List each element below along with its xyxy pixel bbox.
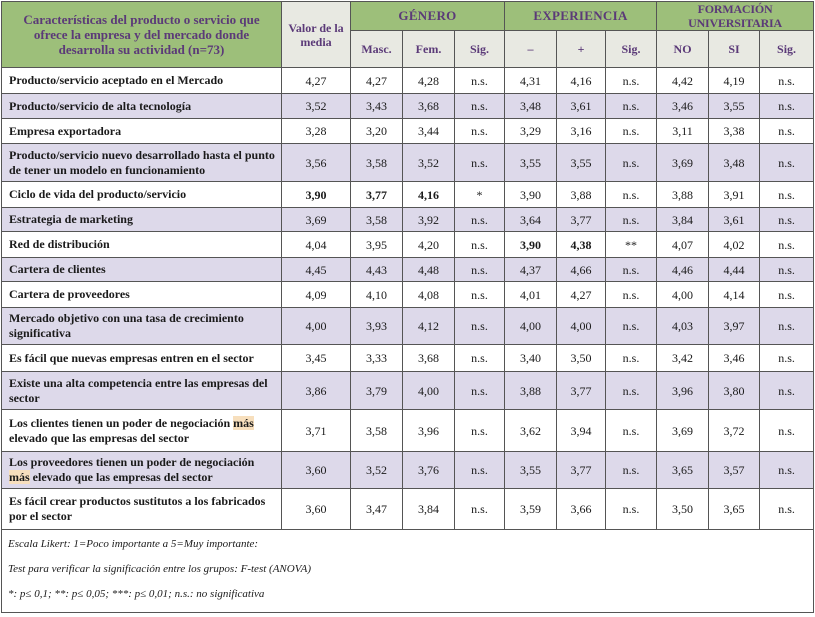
cell-mean: 4,27 (282, 68, 351, 94)
cell-si: 4,02 (709, 232, 760, 258)
row-label: Cartera de proveedores (2, 282, 282, 308)
cell-mean: 3,56 (282, 144, 351, 182)
cell-sig-experiencia: n.s. (606, 410, 657, 452)
cell-plus: 4,16 (557, 68, 606, 94)
cell-si: 3,65 (709, 489, 760, 530)
sub-header-sig-formacion: Sig. (760, 31, 814, 68)
row-label-start: Los proveedores tienen un poder de negociación (9, 455, 255, 469)
cell-sig-formacion: n.s. (760, 208, 814, 232)
cell-mean: 3,69 (282, 208, 351, 232)
cell-sig-formacion: n.s. (760, 68, 814, 94)
cell-si: 3,97 (709, 308, 760, 345)
cell-minus: 3,62 (505, 410, 557, 452)
cell-fem: 4,12 (403, 308, 455, 345)
cell-mean: 3,71 (282, 410, 351, 452)
cell-sig-formacion: n.s. (760, 94, 814, 119)
cell-sig-formacion: n.s. (760, 489, 814, 530)
cell-si: 3,91 (709, 182, 760, 208)
cell-fem: 4,00 (403, 372, 455, 410)
cell-minus: 4,37 (505, 258, 557, 282)
sub-header-sig-genero: Sig. (455, 31, 505, 68)
cell-sig-experiencia: n.s. (606, 258, 657, 282)
cell-fem: 3,96 (403, 410, 455, 452)
cell-sig-formacion: n.s. (760, 410, 814, 452)
cell-minus: 3,40 (505, 345, 557, 372)
cell-sig-genero: n.s. (455, 208, 505, 232)
footnote-test: Test para verificar la significación entre los grupos: F-test (ANOVA) (8, 563, 311, 575)
cell-plus: 3,77 (557, 452, 606, 489)
cell-si: 3,57 (709, 452, 760, 489)
cell-masc: 3,93 (351, 308, 403, 345)
row-label-end: elevado que las empresas del sector (29, 470, 213, 484)
cell-sig-genero: n.s. (455, 94, 505, 119)
cell-sig-genero: n.s. (455, 372, 505, 410)
cell-plus: 4,66 (557, 258, 606, 282)
cell-sig-genero: n.s. (455, 452, 505, 489)
cell-sig-genero: n.s. (455, 489, 505, 530)
cell-sig-genero: n.s. (455, 119, 505, 144)
table-row (2, 452, 814, 489)
cell-minus: 3,55 (505, 452, 557, 489)
cell-no: 3,65 (657, 452, 709, 489)
row-label: Estrategia de marketing (2, 208, 282, 232)
cell-fem: 4,28 (403, 68, 455, 94)
table-row (2, 372, 814, 410)
cell-fem: 3,76 (403, 452, 455, 489)
cell-sig-formacion: n.s. (760, 372, 814, 410)
sub-header-plus: + (557, 31, 606, 68)
results-table (1, 1, 814, 613)
cell-mean: 3,90 (282, 182, 351, 208)
sub-header-si: SI (709, 31, 760, 68)
cell-plus: 3,77 (557, 208, 606, 232)
row-label: Es fácil que nuevas empresas entren en el sector (2, 345, 282, 372)
cell-no: 3,42 (657, 345, 709, 372)
sub-header-sig-experiencia: Sig. (606, 31, 657, 68)
footnote-scale: Escala Likert: 1=Poco importante a 5=Muy importante: (8, 538, 259, 550)
cell-sig-formacion: n.s. (760, 182, 814, 208)
cell-no: 3,69 (657, 410, 709, 452)
cell-minus: 3,88 (505, 372, 557, 410)
cell-sig-genero: n.s. (455, 345, 505, 372)
cell-fem: 4,20 (403, 232, 455, 258)
footnotes-row (2, 530, 814, 613)
cell-masc: 4,27 (351, 68, 403, 94)
row-label: Ciclo de vida del producto/servicio (2, 182, 282, 208)
table-row (2, 308, 814, 345)
cell-plus: 4,00 (557, 308, 606, 345)
cell-plus: 3,94 (557, 410, 606, 452)
cell-si: 3,38 (709, 119, 760, 144)
cell-no: 3,11 (657, 119, 709, 144)
cell-masc: 3,43 (351, 94, 403, 119)
cell-plus: 3,55 (557, 144, 606, 182)
cell-no: 4,46 (657, 258, 709, 282)
table-row (2, 208, 814, 232)
cell-minus: 4,31 (505, 68, 557, 94)
cell-fem: 3,52 (403, 144, 455, 182)
formacion-header: FORMACIÓN UNIVERSITARIA (657, 2, 814, 31)
row-label: Empresa exportadora (2, 119, 282, 144)
cell-no: 3,84 (657, 208, 709, 232)
cell-masc: 4,43 (351, 258, 403, 282)
cell-plus: 3,77 (557, 372, 606, 410)
table-row (2, 258, 814, 282)
cell-sig-experiencia: n.s. (606, 94, 657, 119)
table-row (2, 182, 814, 208)
cell-sig-experiencia: ** (606, 232, 657, 258)
cell-sig-experiencia: n.s. (606, 345, 657, 372)
cell-minus: 3,48 (505, 94, 557, 119)
row-label: Cartera de clientes (2, 258, 282, 282)
cell-sig-formacion: n.s. (760, 144, 814, 182)
mean-header: Valor de la media (282, 2, 351, 68)
row-label: Producto/servicio de alta tecnología (2, 94, 282, 119)
cell-no: 4,42 (657, 68, 709, 94)
cell-si: 3,46 (709, 345, 760, 372)
table-row (2, 489, 814, 530)
row-label: Red de distribución (2, 232, 282, 258)
cell-no: 4,03 (657, 308, 709, 345)
row-label: Es fácil crear productos sustitutos a los fabricados por el sector (2, 489, 282, 530)
cell-plus: 3,88 (557, 182, 606, 208)
cell-si: 3,61 (709, 208, 760, 232)
cell-masc: 3,33 (351, 345, 403, 372)
cell-si: 4,19 (709, 68, 760, 94)
cell-fem: 3,84 (403, 489, 455, 530)
cell-minus: 3,64 (505, 208, 557, 232)
cell-minus: 3,29 (505, 119, 557, 144)
row-label: Producto/servicio aceptado en el Mercado (2, 68, 282, 94)
cell-masc: 3,47 (351, 489, 403, 530)
footnote-significance: *: p≤ 0,1; **: p≤ 0,05; ***: p≤ 0,01; n.s.: no significativa (8, 588, 265, 600)
highlighted-word: más (9, 470, 30, 484)
cell-si: 3,48 (709, 144, 760, 182)
sub-header-no: NO (657, 31, 709, 68)
cell-plus: 3,61 (557, 94, 606, 119)
cell-minus: 3,59 (505, 489, 557, 530)
cell-sig-formacion: n.s. (760, 308, 814, 345)
cell-no: 3,50 (657, 489, 709, 530)
cell-masc: 3,58 (351, 410, 403, 452)
cell-minus: 4,00 (505, 308, 557, 345)
table-row (2, 144, 814, 182)
cell-plus: 3,66 (557, 489, 606, 530)
cell-plus: 4,27 (557, 282, 606, 308)
row-label-end: elevado que las empresas del sector (9, 430, 190, 445)
cell-sig-experiencia: n.s. (606, 182, 657, 208)
cell-mean: 3,60 (282, 489, 351, 530)
description-header: Características del producto o servicio que ofrece la empresa y del mercado donde desarrolla su actividad (n=73) (2, 2, 282, 68)
cell-masc: 3,95 (351, 232, 403, 258)
cell-masc: 3,52 (351, 452, 403, 489)
cell-sig-experiencia: n.s. (606, 208, 657, 232)
cell-masc: 3,77 (351, 182, 403, 208)
cell-sig-experiencia: n.s. (606, 144, 657, 182)
cell-mean: 3,28 (282, 119, 351, 144)
row-label: Existe una alta competencia entre las empresas del sector (2, 372, 282, 410)
header-row-groups (2, 2, 814, 31)
cell-mean: 3,60 (282, 452, 351, 489)
cell-masc: 3,58 (351, 144, 403, 182)
cell-fem: 4,48 (403, 258, 455, 282)
sub-header-fem: Fem. (403, 31, 455, 68)
cell-minus: 3,90 (505, 232, 557, 258)
row-label: Producto/servicio nuevo desarrollado hasta el punto de tener un modelo en funcionamiento (2, 144, 282, 182)
table-row (2, 119, 814, 144)
table-row (2, 94, 814, 119)
cell-masc: 3,79 (351, 372, 403, 410)
cell-mean: 4,04 (282, 232, 351, 258)
cell-sig-experiencia: n.s. (606, 489, 657, 530)
cell-sig-genero: n.s. (455, 232, 505, 258)
cell-minus: 4,01 (505, 282, 557, 308)
cell-mean: 4,45 (282, 258, 351, 282)
cell-sig-experiencia: n.s. (606, 119, 657, 144)
cell-fem: 4,16 (403, 182, 455, 208)
cell-no: 3,46 (657, 94, 709, 119)
cell-sig-genero: n.s. (455, 144, 505, 182)
cell-sig-formacion: n.s. (760, 119, 814, 144)
cell-sig-genero: n.s. (455, 68, 505, 94)
cell-minus: 3,90 (505, 182, 557, 208)
cell-sig-genero: n.s. (455, 308, 505, 345)
cell-sig-experiencia: n.s. (606, 282, 657, 308)
cell-sig-formacion: n.s. (760, 232, 814, 258)
row-label: Mercado objetivo con una tasa de crecimiento significativa (2, 308, 282, 345)
cell-mean: 3,86 (282, 372, 351, 410)
row-label (2, 410, 282, 452)
cell-sig-formacion: n.s. (760, 258, 814, 282)
cell-sig-formacion: n.s. (760, 452, 814, 489)
cell-sig-genero: n.s. (455, 410, 505, 452)
genero-header: GÉNERO (351, 2, 505, 31)
cell-plus: 4,38 (557, 232, 606, 258)
footnotes (2, 530, 814, 613)
cell-si: 3,80 (709, 372, 760, 410)
table-row (2, 68, 814, 94)
cell-si: 4,44 (709, 258, 760, 282)
highlighted-word: más (233, 415, 254, 430)
cell-sig-genero: n.s. (455, 282, 505, 308)
cell-sig-experiencia: n.s. (606, 68, 657, 94)
cell-fem: 4,08 (403, 282, 455, 308)
cell-fem: 3,92 (403, 208, 455, 232)
cell-mean: 4,09 (282, 282, 351, 308)
sub-header-masc: Masc. (351, 31, 403, 68)
cell-no: 3,88 (657, 182, 709, 208)
cell-masc: 3,58 (351, 208, 403, 232)
cell-mean: 3,45 (282, 345, 351, 372)
cell-sig-genero: n.s. (455, 258, 505, 282)
table-row (2, 410, 814, 452)
cell-minus: 3,55 (505, 144, 557, 182)
row-label-start: Los clientes tienen un poder de negociación (9, 415, 234, 430)
table-row (2, 232, 814, 258)
cell-masc: 3,20 (351, 119, 403, 144)
cell-si: 3,72 (709, 410, 760, 452)
cell-sig-experiencia: n.s. (606, 372, 657, 410)
cell-si: 3,55 (709, 94, 760, 119)
cell-fem: 3,44 (403, 119, 455, 144)
cell-no: 4,07 (657, 232, 709, 258)
cell-mean: 3,52 (282, 94, 351, 119)
cell-no: 3,96 (657, 372, 709, 410)
cell-sig-formacion: n.s. (760, 282, 814, 308)
cell-sig-genero: * (455, 182, 505, 208)
cell-plus: 3,50 (557, 345, 606, 372)
cell-fem: 3,68 (403, 94, 455, 119)
cell-no: 4,00 (657, 282, 709, 308)
table-row (2, 282, 814, 308)
cell-mean: 4,00 (282, 308, 351, 345)
cell-si: 4,14 (709, 282, 760, 308)
cell-sig-experiencia: n.s. (606, 308, 657, 345)
cell-plus: 3,16 (557, 119, 606, 144)
cell-sig-formacion: n.s. (760, 345, 814, 372)
table-row (2, 345, 814, 372)
cell-fem: 3,68 (403, 345, 455, 372)
cell-no: 3,69 (657, 144, 709, 182)
row-label (2, 452, 282, 489)
cell-sig-experiencia: n.s. (606, 452, 657, 489)
experiencia-header: EXPERIENCIA (505, 2, 657, 31)
cell-masc: 4,10 (351, 282, 403, 308)
sub-header-minus: – (505, 31, 557, 68)
